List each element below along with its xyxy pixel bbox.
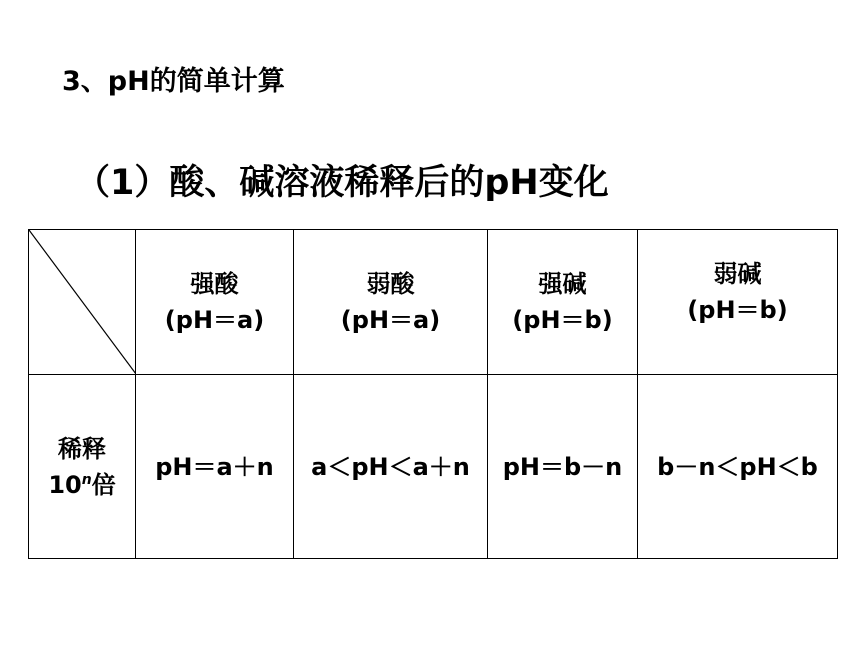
column-condition: (pH＝b)	[687, 296, 788, 324]
column-header-weak-base	[638, 230, 838, 375]
row-label-exponent: n	[81, 471, 92, 488]
cell-strong-acid: pH＝a＋n	[136, 375, 294, 559]
section-heading: 3、pH的简单计算	[62, 66, 285, 97]
subsection-heading: （1）酸、碱溶液稀释后的pH变化	[75, 163, 609, 203]
row-label-dilution	[29, 375, 136, 559]
row-label-line1: 稀释	[58, 434, 106, 463]
column-name: 强酸	[190, 270, 239, 298]
header-row	[29, 230, 838, 375]
corner-cell	[29, 230, 136, 375]
column-condition: (pH＝a)	[164, 306, 265, 334]
column-condition: (pH＝b)	[512, 306, 613, 334]
dilution-ph-table	[28, 229, 838, 559]
column-header-strong-base	[488, 230, 638, 375]
column-condition: (pH＝a)	[340, 306, 441, 334]
cell-weak-acid: a＜pH＜a＋n	[294, 375, 488, 559]
column-header-weak-acid	[294, 230, 488, 375]
cell-strong-base: pH＝b－n	[488, 375, 638, 559]
dilution-row	[29, 375, 838, 559]
row-label-suffix: 倍	[91, 470, 116, 499]
diagonal-line	[29, 230, 136, 374]
row-label-line2	[29, 467, 135, 503]
cell-weak-base: b－n＜pH＜b	[638, 375, 838, 559]
column-header-strong-acid	[136, 230, 294, 375]
row-label-base: 10	[48, 470, 82, 499]
column-name: 弱酸	[366, 270, 415, 298]
column-name: 强碱	[538, 270, 587, 298]
column-name: 弱碱	[713, 260, 762, 288]
